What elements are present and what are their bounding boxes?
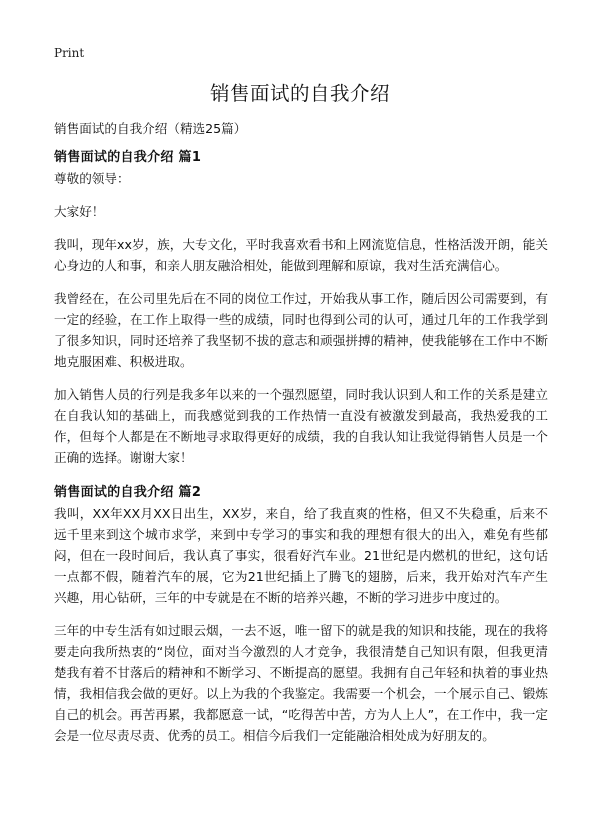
- greeting: 大家好！: [54, 204, 105, 219]
- paragraph: 三年的中专生活有如过眼云烟，一去不返，唯一留下的就是我的知识和技能，现在的我将要走向我所热衷的“岗位，面对当今激烈的人才竞争，我很清楚自己知识有限，但我更清楚我有着不甘落后的精神和不断学习、不断提高的愿望。我拥有自己年轻和执着的事业热情，我相信我会做的更好。以上为我的个我鉴定。我需要一个机会，一个展示自己、锻炼自己的机会。再苦再累，我都愿意一试，“吃得苦中苦，方为人上人”，在工作中，我一定会是一位尽责尽责、优秀的员工。相信今后我们一定能融洽相处成为好朋友的。: [54, 623, 548, 743]
- paragraph: 加入销售人员的行列是我多年以来的一个强烈愿望，同时我认识到人和工作的关系是建立在自我认知的基础上，而我感觉到我的工作热情一直没有被激发到最高，我热爱我的工作，但每个人都是在不断地寻求取得更好的成绩，我的自我认知让我觉得销售人员是一个正确的选择。谢谢大家！: [54, 387, 548, 465]
- section-heading-2: 销售面试的自我介绍 篇2: [54, 485, 202, 500]
- page-title: 销售面试的自我介绍: [209, 82, 390, 105]
- salutation: 尊敬的领导：: [54, 171, 130, 186]
- document-body: [54, 118, 548, 758]
- paragraph: 我叫，XX年XX月XX日出生，XX岁，来自，给了我直爽的性格，但又不失稳重，后来不远千里来到这个城市求学，来到中专学习的事实和我的理想有很大的出入，难免有些郁闷，但在一段时间后，我认真了事实，很看好汽车业。21世纪是内燃机的世纪，这句话一点都不假，随着汽车的展，它为21世纪插上了腾飞的翅膀，后来，我开始对汽车产生兴趣，用心钻研，三年的中专就是在不断的培养兴趣，不断的学习进步中度过的。: [54, 506, 548, 605]
- document-subtitle: 销售面试的自我介绍（精选25篇）: [54, 121, 247, 136]
- print-link[interactable]: Print: [54, 46, 85, 60]
- paragraph: 我曾经在，在公司里先后在不同的岗位工作过，开始我从事工作，随后因公司需要到，有一定的经验，在工作上取得一些的成绩，同时也得到公司的认可，通过几年的工作我学到了很多知识，同时还培养了我坚韧不拔的意志和顽强拼搏的精神，使我能够在工作中不断地克服困难、积极进取。: [54, 291, 548, 369]
- section-heading-1: 销售面试的自我介绍 篇1: [54, 150, 202, 165]
- paragraph: 我叫，现年xx岁，族，大专文化，平时我喜欢看书和上网流览信息，性格活泼开朗，能关心身边的人和事，和亲人朋友融洽相处，能做到理解和原谅，我对生活充满信心。: [54, 237, 548, 273]
